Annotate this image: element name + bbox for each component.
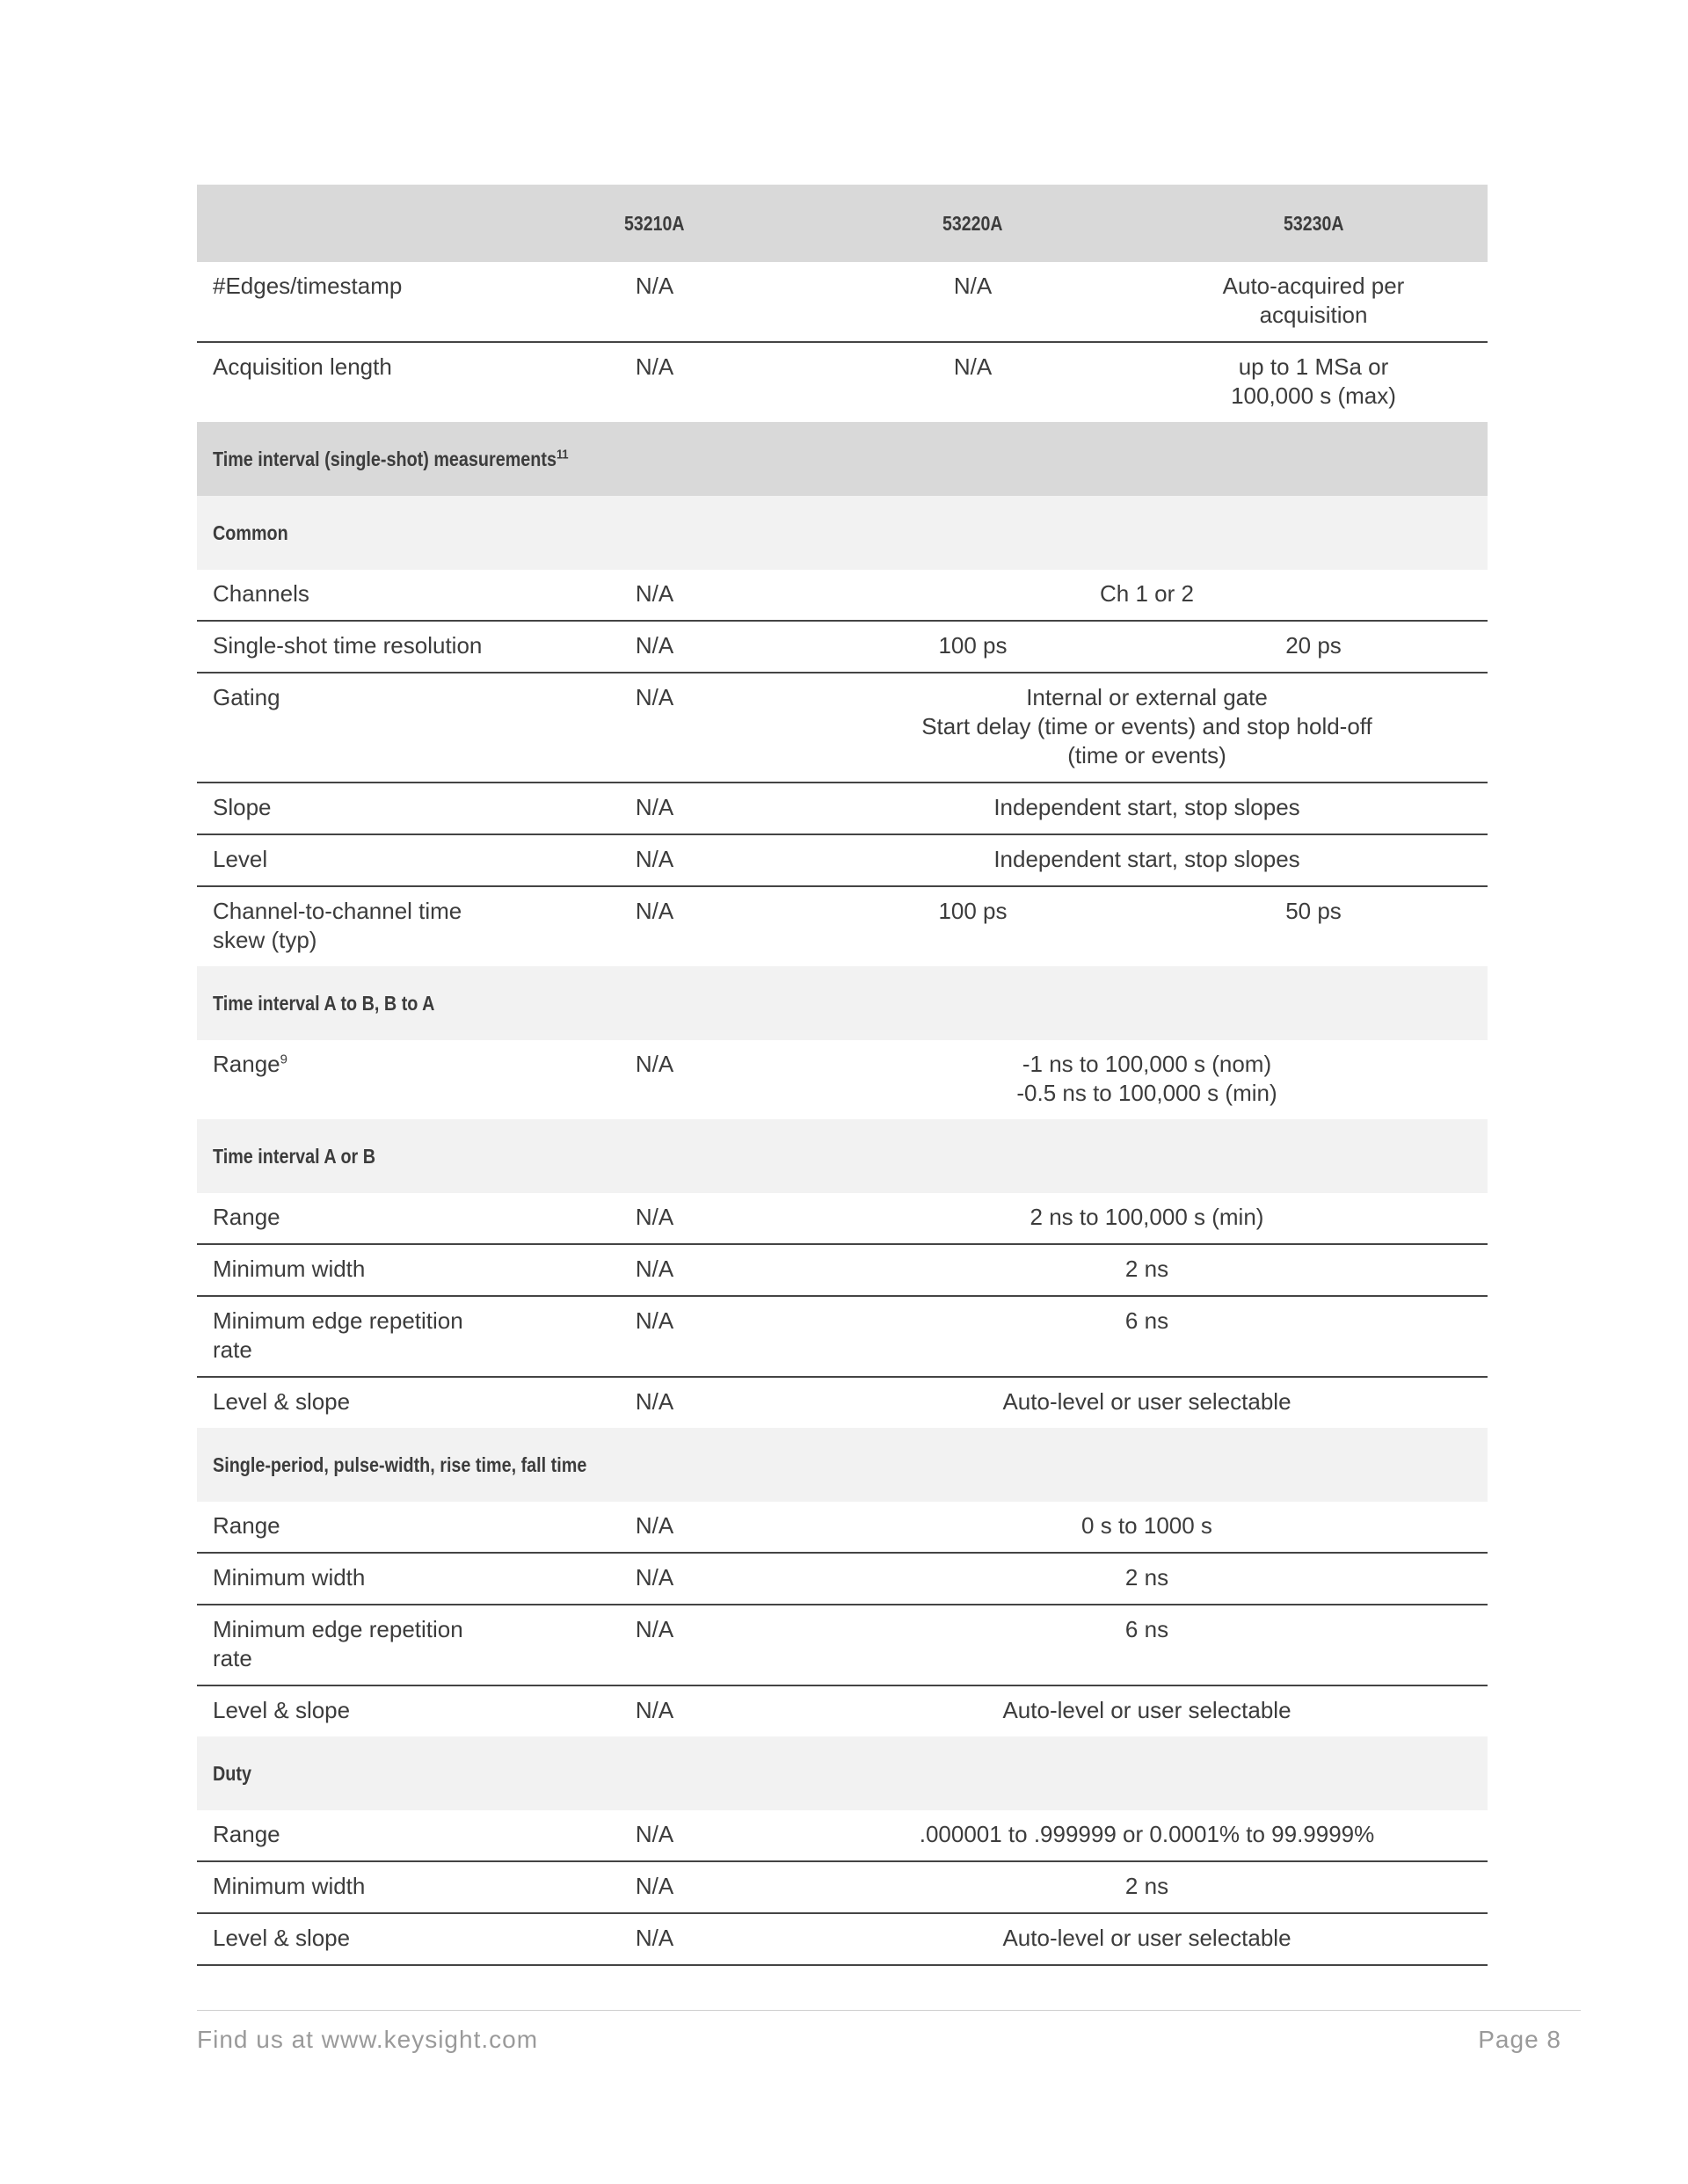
cell-53210a: N/A	[503, 1244, 806, 1296]
cell-53210a: N/A	[503, 1913, 806, 1965]
cell-line: (time or events)	[1067, 742, 1226, 768]
cell-53220a-53230a: Auto-level or user selectable	[1002, 1388, 1291, 1415]
row-label: Level	[197, 834, 503, 886]
cell-53220a-53230a: 2 ns	[806, 1861, 1488, 1913]
row-label: Acquisition length	[213, 353, 392, 380]
header-model-53210a: 53210A	[503, 185, 806, 262]
cell-53210a: N/A	[635, 1697, 674, 1723]
row-label	[197, 886, 503, 966]
footnote-ref: 11	[556, 446, 569, 462]
cell-53220a: 100 ps	[806, 621, 1139, 673]
cell-53210a: N/A	[503, 1861, 806, 1913]
cell-53210a: N/A	[635, 1051, 674, 1077]
table-row	[197, 262, 1488, 342]
cell-line: -0.5 ns to 100,000 s (min)	[1016, 1080, 1277, 1106]
cell-53220a-53230a: 2 ns	[806, 1244, 1488, 1296]
cell-53210a: N/A	[503, 1296, 806, 1377]
section-header-row	[197, 422, 1488, 496]
cell-line: Auto-acquired per	[1222, 273, 1405, 299]
footnote-ref: 9	[280, 1052, 287, 1067]
header-blank	[197, 185, 503, 262]
footer-divider	[197, 2010, 1581, 2011]
table-row	[197, 1296, 1488, 1377]
cell-53230a	[1139, 342, 1488, 422]
row-label: Range	[197, 1810, 503, 1861]
cell-53220a: N/A	[806, 262, 1139, 342]
table-row	[197, 834, 1488, 886]
spec-table	[197, 185, 1488, 1966]
row-label: Slope	[197, 783, 503, 834]
table-row	[197, 1913, 1488, 1965]
row-label: Minimum edge repetition rate	[197, 1296, 503, 1377]
subsection-header-row	[197, 966, 1488, 1040]
table-row	[197, 1685, 1488, 1736]
label-line: Channel-to-channel time	[213, 898, 462, 924]
table-row	[197, 1861, 1488, 1913]
row-label: Level & slope	[213, 1388, 351, 1415]
cell-53220a-53230a: Ch 1 or 2	[806, 570, 1488, 621]
cell-53210a: N/A	[503, 783, 806, 834]
table-row	[197, 1605, 1488, 1685]
cell-53230a: 50 ps	[1285, 898, 1342, 924]
cell-53220a-53230a	[806, 1040, 1488, 1119]
cell-53220a-53230a: Auto-level or user selectable	[1002, 1697, 1291, 1723]
subsection-title: Duty	[197, 1736, 1488, 1810]
table-row	[197, 783, 1488, 834]
cell-53230a: 20 ps	[1139, 621, 1488, 673]
cell-line: -1 ns to 100,000 s (nom)	[1022, 1051, 1272, 1077]
cell-53220a-53230a: 6 ns	[806, 1605, 1488, 1685]
row-label: Level & slope	[213, 1697, 351, 1723]
cell-line: up to 1 MSa or	[1238, 353, 1389, 380]
table-row	[197, 1193, 1488, 1244]
row-label: Range$^9$	[213, 1051, 287, 1077]
row-label: Range	[197, 1502, 503, 1553]
cell-53210a: N/A	[635, 353, 674, 380]
table-row	[197, 570, 1488, 621]
cell-53220a-53230a: Independent start, stop slopes	[806, 834, 1488, 886]
page-number: Page 8	[1478, 2026, 1561, 2053]
header-model-53230a: 53230A	[1139, 185, 1488, 262]
section-title: Time interval (single-shot) measurements$^{11}$	[197, 422, 1488, 496]
cell-53210a: N/A	[503, 570, 806, 621]
cell-53220a: 100 ps	[938, 898, 1008, 924]
row-label: #Edges/timestamp	[197, 262, 503, 342]
cell-53210a: N/A	[503, 1605, 806, 1685]
cell-53210a: N/A	[503, 834, 806, 886]
cell-53220a-53230a: 2 ns to 100,000 s (min)	[806, 1193, 1488, 1244]
subsection-title: Common	[197, 496, 1488, 570]
cell-53210a: N/A	[503, 1553, 806, 1605]
cell-line: 100,000 s (max)	[1231, 382, 1396, 409]
cell-53210a: N/A	[503, 1193, 806, 1244]
subsection-title: Time interval A or B	[197, 1119, 1488, 1193]
table-row	[197, 1040, 1488, 1119]
cell-53220a-53230a: Auto-level or user selectable	[806, 1913, 1488, 1965]
subsection-header-row	[197, 496, 1488, 570]
row-label: Minimum edge repetition rate	[197, 1605, 503, 1685]
cell-53230a	[1139, 262, 1488, 342]
row-label: Minimum width	[197, 1861, 503, 1913]
subsection-header-row	[197, 1428, 1488, 1502]
row-label: Range	[197, 1193, 503, 1244]
subsection-title: Single-period, pulse-width, rise time, fall time	[197, 1428, 1488, 1502]
cell-53210a: N/A	[635, 1388, 674, 1415]
table-row	[197, 1553, 1488, 1605]
table-row	[197, 621, 1488, 673]
cell-53210a: N/A	[503, 1810, 806, 1861]
cell-line: Internal or external gate	[1026, 684, 1268, 710]
subsection-title: Time interval A to B, B to A	[197, 966, 1488, 1040]
cell-53220a-53230a: Independent start, stop slopes	[806, 783, 1488, 834]
cell-53220a-53230a	[806, 673, 1488, 783]
cell-53220a: N/A	[953, 353, 993, 380]
table-row	[197, 673, 1488, 783]
cell-line: acquisition	[1259, 302, 1368, 328]
cell-53220a-53230a: .000001 to .999999 or 0.0001% to 99.9999%	[806, 1810, 1488, 1861]
cell-53220a-53230a: 2 ns	[806, 1553, 1488, 1605]
cell-53210a: N/A	[503, 262, 806, 342]
row-label: Channels	[197, 570, 503, 621]
cell-53220a-53230a: 6 ns	[806, 1296, 1488, 1377]
table-row	[197, 1502, 1488, 1553]
header-model-53220a: 53220A	[806, 185, 1139, 262]
cell-53220a-53230a: 0 s to 1000 s	[806, 1502, 1488, 1553]
table-row	[197, 1244, 1488, 1296]
row-label: Minimum width	[197, 1553, 503, 1605]
cell-line: Start delay (time or events) and stop hold-off	[921, 713, 1372, 739]
cell-53210a: N/A	[503, 1502, 806, 1553]
row-label: Minimum width	[197, 1244, 503, 1296]
table-header-row	[197, 185, 1488, 262]
cell-53210a: N/A	[503, 621, 806, 673]
table-row	[197, 342, 1488, 422]
row-label: Level & slope	[197, 1913, 503, 1965]
subsection-header-row	[197, 1119, 1488, 1193]
row-label: Gating	[197, 673, 503, 783]
table-row	[197, 1810, 1488, 1861]
cell-53210a: N/A	[635, 898, 674, 924]
footer-website-text: Find us at www.keysight.com	[197, 2026, 539, 2053]
table-row	[197, 1377, 1488, 1428]
cell-53210a: N/A	[503, 673, 806, 783]
label-line: skew (typ)	[213, 927, 317, 953]
table-row	[197, 886, 1488, 966]
subsection-header-row	[197, 1736, 1488, 1810]
row-label: Single-shot time resolution	[197, 621, 503, 673]
